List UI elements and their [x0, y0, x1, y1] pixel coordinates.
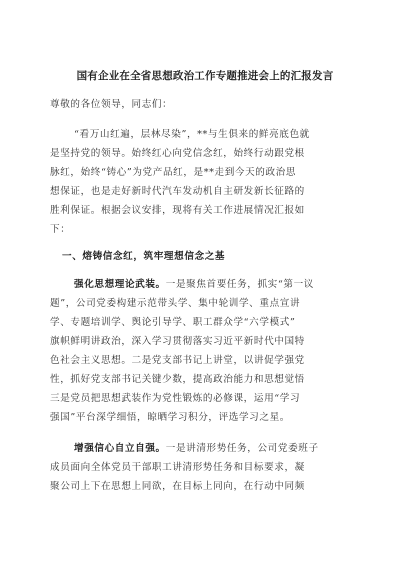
subsection-paragraph [74, 276, 314, 290]
intro-line: 胜利保证。根据会议安排，现将有关工作进展情况汇报如 [50, 205, 305, 216]
paragraph-line: 学、专题培训学、舆论引导学、职工群众学“六学模式” [50, 317, 296, 328]
subsection-title: 强化思想理论武装。 [74, 279, 166, 290]
intro-line: 下： [50, 224, 71, 235]
intro-line: “看万山红遍，层林尽染”，**与生俱来的鲜亮底色就 [74, 129, 310, 140]
paragraph-line: 强国”平台深学细悟，晾晒学习积分，评选学习之星。 [50, 412, 290, 423]
paragraph-line: 题”，公司党委构建示范带头学、集中轮训学、重点宣讲 [50, 298, 301, 309]
paragraph-line: 色社会主义思想。二是党支部书记上讲堂，以讲促学强党 [50, 355, 305, 366]
intro-line: 是坚持党的领导。始终红心向党信念红，始终行动跟党根 [50, 148, 305, 159]
document-title: 国有企业在全省思想政治工作专题推进会上的汇报发言 [76, 70, 334, 82]
paragraph-line: 成员面向全体党员干部职工讲清形势任务和目标要求，凝 [50, 462, 305, 473]
paragraph-line: 三是党员把思想武装作为党性锻炼的必修课，运用“学习 [50, 393, 301, 404]
paragraph-text: 一是聚焦首要任务，抓实“第一议 [165, 279, 314, 290]
subsection-paragraph [74, 440, 319, 454]
paragraph-line: 性，抓好党支部书记关键少数，提高政治能力和思想觉悟 [50, 374, 305, 385]
salutation: 尊敬的各位领导，同志们： [50, 99, 173, 110]
subsection-title: 增强信心自立自强。 [74, 443, 166, 454]
paragraph-line: 旗帜鲜明讲政治，深入学习贯彻落实习近平新时代中国特 [50, 336, 305, 347]
paragraph-line: 聚公司上下在思想上同欲，在目标上同向，在行动中同频 [50, 481, 305, 492]
paragraph-text: 一是讲清形势任务，公司党委班子 [165, 443, 319, 454]
section-heading: 一、熔铸信念红，筑牢理想信念之基 [62, 251, 226, 262]
intro-line: 想保证，也是走好新时代汽车发动机自主研发新长征路的 [50, 186, 305, 197]
intro-line: 脉红，始终“铸心”为党产品红，是**走到今天的政治思 [50, 167, 297, 178]
